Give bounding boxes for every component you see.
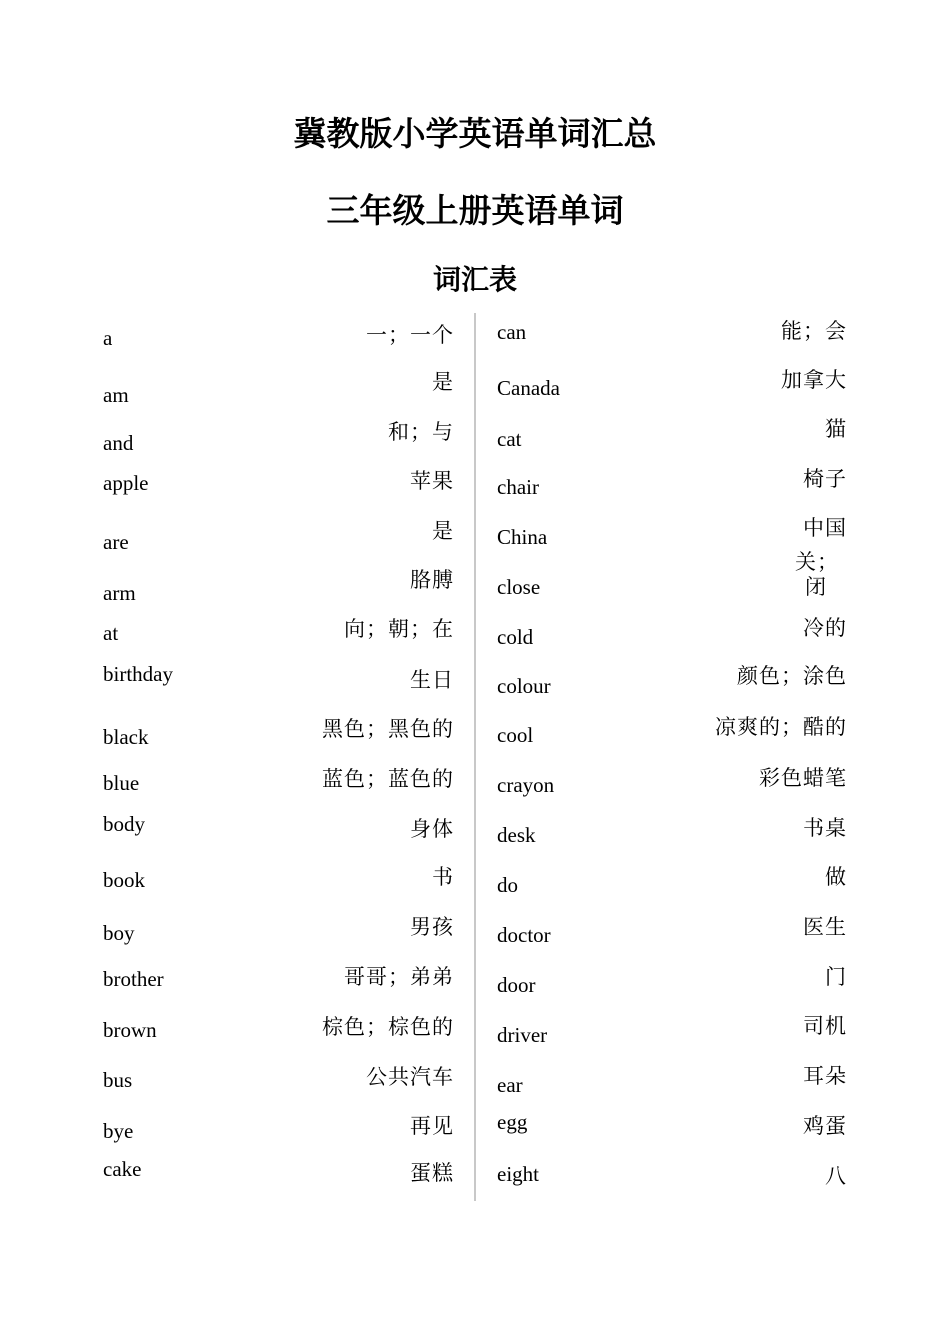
english-word: door [497, 973, 536, 997]
english-word: can [497, 320, 527, 344]
chinese-meaning: 苹果 [410, 469, 454, 493]
english-word: desk [497, 823, 536, 847]
column-divider [474, 313, 476, 1201]
chinese-meaning: 公共汽车 [366, 1065, 454, 1089]
chinese-meaning: 医生 [803, 915, 847, 939]
chinese-meaning: 棕色；棕色的 [322, 1015, 454, 1039]
english-word: driver [497, 1023, 548, 1047]
english-word: book [103, 868, 145, 892]
english-word: China [497, 525, 548, 549]
english-word: cake [103, 1157, 142, 1181]
english-word: brown [103, 1018, 157, 1042]
english-word: are [103, 530, 129, 554]
chinese-meaning: 蛋糕 [410, 1161, 454, 1185]
english-word: cold [497, 625, 534, 649]
chinese-meaning: 书 [432, 865, 454, 889]
chinese-meaning: 门 [825, 965, 847, 989]
chinese-meaning: 和；与 [388, 420, 454, 444]
english-word: cat [497, 427, 522, 451]
english-word: at [103, 621, 119, 645]
english-word: colour [497, 674, 551, 698]
chinese-meaning: 耳朵 [803, 1064, 847, 1088]
chinese-meaning: 男孩 [410, 915, 454, 939]
chinese-meaning: 颜色；涂色 [737, 664, 847, 688]
chinese-meaning: 是 [432, 370, 454, 394]
chinese-meaning: 生日 [410, 668, 454, 692]
chinese-meaning: 彩色蜡笔 [759, 766, 847, 790]
english-word: blue [103, 771, 140, 795]
english-word: Canada [497, 376, 560, 400]
chinese-meaning: 能；会 [781, 319, 847, 343]
chinese-meaning: 八 [825, 1164, 847, 1188]
chinese-meaning: 司机 [803, 1014, 847, 1038]
chinese-meaning: 做 [825, 865, 847, 889]
chinese-meaning: 身体 [410, 817, 454, 841]
english-word: arm [103, 581, 136, 605]
vocabulary-column-right [497, 313, 847, 1203]
english-word: eight [497, 1162, 539, 1186]
english-word: crayon [497, 773, 555, 797]
english-word: am [103, 383, 129, 407]
chinese-meaning: 再见 [410, 1114, 454, 1138]
section-heading: 词汇表 [432, 263, 517, 296]
chinese-meaning: 鸡蛋 [803, 1114, 847, 1138]
chinese-meaning: 猫 [825, 417, 847, 441]
chinese-meaning: 中国 [803, 516, 847, 540]
english-word: do [497, 873, 518, 897]
english-word: brother [103, 967, 164, 991]
english-word: bus [103, 1068, 133, 1092]
english-word: boy [103, 921, 135, 945]
english-word: chair [497, 475, 539, 499]
chinese-meaning: 蓝色；蓝色的 [322, 767, 454, 791]
chinese-meaning: 黑色；黑色的 [322, 717, 454, 741]
chinese-meaning: 向；朝；在 [344, 617, 454, 641]
english-word: doctor [497, 923, 551, 947]
chinese-meaning: 哥哥；弟弟 [344, 965, 454, 989]
english-word: bye [103, 1119, 134, 1143]
english-word: black [103, 725, 149, 749]
chinese-meaning: 一；一个 [366, 323, 454, 347]
chinese-meaning: 胳膊 [410, 568, 454, 592]
document-subtitle: 三年级上册英语单词 [326, 191, 624, 230]
english-word: egg [497, 1110, 528, 1134]
chinese-meaning: 书桌 [803, 816, 847, 840]
english-word: ear [497, 1073, 523, 1097]
chinese-meaning: 是 [432, 519, 454, 543]
english-word: a [103, 326, 113, 350]
chinese-meaning: 椅子 [803, 467, 847, 491]
chinese-meaning: 加拿大 [781, 368, 847, 392]
english-word: and [103, 431, 134, 455]
vocabulary-column-left [103, 313, 454, 1203]
english-word: apple [103, 471, 149, 495]
english-word: cool [497, 723, 534, 747]
english-word: body [103, 812, 145, 836]
document-title: 冀教版小学英语单词汇总 [293, 114, 657, 153]
chinese-meaning: 凉爽的；酷的 [715, 715, 847, 739]
english-word: close [497, 575, 541, 599]
chinese-meaning: 关；闭 [795, 550, 839, 599]
english-word: birthday [103, 662, 173, 686]
chinese-meaning: 冷的 [803, 616, 847, 640]
